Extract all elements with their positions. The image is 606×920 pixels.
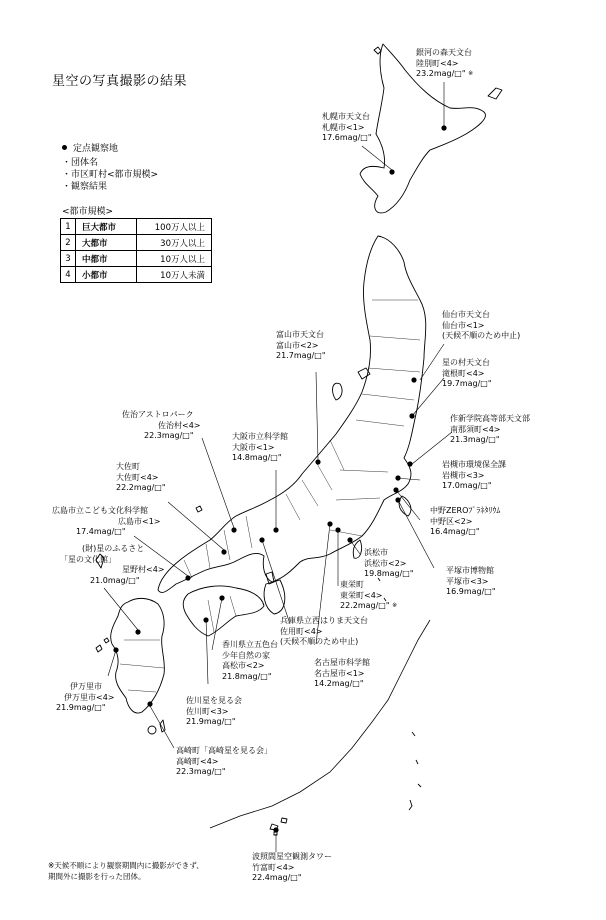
site-label-taketomi [252, 852, 332, 884]
marker-sakawa [203, 617, 208, 622]
site-city: 中野区<2> [430, 516, 473, 526]
site-city: 竹富町<4> [252, 862, 295, 872]
scale-name: 大都市 [76, 235, 137, 251]
site-org: 岩槻市環境保全課 [442, 460, 506, 469]
site-result: 22.4mag/□" [252, 873, 302, 882]
site-org: 佐川星を見る会 [186, 696, 242, 705]
site-label-minaminasu [450, 414, 530, 446]
goto-islands [96, 638, 109, 652]
marker-takazaki [147, 701, 152, 706]
oki-islands [196, 506, 202, 512]
site-label-sapporo [322, 112, 372, 144]
site-city: 滝根町<4> [442, 368, 485, 378]
marker-takine [409, 413, 414, 418]
site-city: 浜松市<2> [364, 558, 407, 568]
site-label-toei [340, 580, 397, 612]
legend-marker-dot-icon [62, 145, 67, 150]
site-label-osa [116, 462, 166, 494]
site-city: 大佐町<4> [116, 472, 159, 482]
site-city: 札幌市<1> [322, 122, 365, 132]
site-org: 浜松市 [364, 548, 388, 557]
site-result: (天候不順のため中止) [442, 331, 521, 340]
tanegashima-island [160, 720, 165, 732]
site-city: 南那須町<4> [450, 424, 501, 434]
marker-osaka [273, 527, 278, 532]
site-label-iwatsuki [442, 460, 506, 492]
site-result: 23.2mag/□" [416, 69, 466, 78]
legend-marker [62, 144, 118, 155]
scale-pop: 10万人未満 [137, 267, 212, 283]
site-label-osaka [232, 432, 288, 464]
site-label-hamamatsu [364, 548, 414, 580]
marker-osa [221, 549, 226, 554]
site-city: 富山市<2> [276, 340, 319, 350]
site-result: 22.2mag/□" [340, 601, 390, 610]
site-result: 14.2mag/□" [314, 679, 364, 688]
site-mark: ※ [392, 602, 398, 609]
site-mark: ※ [468, 70, 474, 77]
site-result: 21.3mag/□" [450, 435, 500, 444]
site-org: 伊万里市 [70, 682, 102, 691]
site-label-hoshino [60, 544, 165, 586]
legend-item-org: ・団体名 [62, 158, 99, 168]
site-city: 佐川町<3> [186, 706, 229, 716]
site-org: 札幌市天文台 [322, 112, 370, 121]
marker-nakano [393, 487, 398, 492]
scale-name: 小都市 [76, 267, 137, 283]
site-org: (財)星のふるさと [82, 544, 145, 553]
marker-sayo [259, 537, 264, 542]
site-label-takamatsu [222, 640, 278, 682]
site-label-toyama [276, 330, 326, 362]
site-result: 16.4mag/□" [430, 527, 480, 536]
site-result: 22.2mag/□" [116, 483, 166, 492]
kunashiri-island [488, 88, 502, 99]
scale-pop: 100万人以上 [137, 219, 212, 235]
site-result: 17.0mag/□" [442, 481, 492, 490]
marker-imari [113, 647, 118, 652]
site-city: 伊万里市<4> [64, 692, 115, 702]
site-result: 21.8mag/□" [222, 671, 272, 681]
site-org: 仙台市天文台 [442, 310, 490, 319]
site-org: 銀河の森天文台 [416, 48, 472, 57]
site-org: 波照間星空観測タワー [252, 852, 332, 861]
marker-rikubetsu [441, 125, 446, 130]
scale-num: 3 [61, 251, 76, 267]
site-city: 仙台市<1> [442, 320, 485, 330]
site-result: 21.9mag/□" [186, 717, 236, 726]
site-city: 平塚市<3> [446, 576, 489, 586]
site-org2: 少年自然の家 [222, 650, 270, 660]
site-label-sakawa [186, 696, 242, 728]
site-city: 名古屋市<1> [314, 668, 365, 678]
yakushima-island [148, 726, 156, 734]
marker-taketomi [273, 827, 278, 832]
site-label-takazaki [176, 746, 272, 778]
site-label-imari [56, 682, 115, 714]
city-scale-title: <都市規模> [62, 207, 114, 217]
legend-item-city: ・市区町村<都市規模> [62, 170, 159, 180]
table-row [61, 219, 212, 235]
site-result: 21.7mag/□" [276, 351, 326, 360]
site-org: 兵庫県立西はりま天文台 [280, 616, 368, 625]
legend-item-result: ・観察結果 [62, 182, 108, 192]
scale-num: 2 [61, 235, 76, 251]
site-result: 19.7mag/□" [442, 379, 492, 388]
noto-peninsula [333, 383, 343, 400]
site-org: 大佐町 [116, 462, 140, 471]
marker-hiroshima [185, 575, 190, 580]
site-org: 名古屋市科学館 [314, 658, 370, 667]
marker-sendai [411, 377, 416, 382]
scale-num: 4 [61, 267, 76, 283]
site-org: 佐治アストロパーク [122, 410, 194, 419]
scale-num: 1 [61, 219, 76, 235]
site-city: 高崎町<4> [176, 756, 219, 766]
site-result: 16.9mag/□" [446, 587, 496, 596]
scale-pop: 30万人以上 [137, 235, 212, 251]
marker-saji [231, 527, 236, 532]
city-scale-table [60, 218, 212, 283]
site-org: 作新学院高等部天文部 [450, 414, 530, 423]
marker-toei [335, 527, 340, 532]
rishiri-island [374, 47, 381, 54]
marker-nagoya [327, 521, 332, 526]
site-label-nagoya [314, 658, 370, 690]
site-city: 広島市<1> [118, 516, 161, 526]
table-row [61, 251, 212, 267]
scale-pop: 10万人以上 [137, 251, 212, 267]
site-org: 高崎町「高崎星を見る会」 [176, 746, 272, 755]
kii-peninsula [264, 580, 285, 614]
site-result: 22.3mag/□" [144, 431, 194, 440]
site-city: 星野村<4> [122, 565, 165, 574]
site-result: 14.8mag/□" [232, 453, 282, 462]
site-org: 中野ZEROﾌﾟﾗﾈﾀﾘｳﾑ [430, 506, 501, 515]
marker-hoshino [135, 629, 140, 634]
marker-takamatsu [219, 595, 224, 600]
table-row [61, 235, 212, 251]
site-city: 佐用町<4> [280, 626, 323, 636]
site-city: 大阪市<1> [232, 442, 275, 452]
site-result: 17.6mag/□" [322, 133, 372, 142]
site-org: 富山市天文台 [276, 330, 324, 339]
site-result: 21.0mag/□" [90, 575, 140, 585]
site-org: 東栄町 [340, 580, 364, 589]
kyushu-outline [111, 598, 165, 713]
marker-minaminasu [407, 461, 412, 466]
site-org: 広島市立こども文化科学館 [52, 506, 148, 515]
amami-islands [412, 732, 421, 787]
site-city: 東栄町<4> [340, 590, 383, 600]
site-city: 高松市<2> [222, 661, 265, 670]
awaji-island [266, 572, 274, 584]
shikoku-outline [183, 586, 264, 636]
footnote-line-1: ※天候不順により観察期間内に撮影ができず、 [48, 861, 204, 870]
site-label-takine [442, 358, 492, 390]
site-label-sayo [280, 616, 368, 648]
site-result: 17.4mag/□" [76, 527, 126, 536]
site-city: 佐治村<4> [158, 420, 201, 430]
scale-name: 巨大都市 [76, 219, 137, 235]
site-label-hiroshima [52, 506, 161, 538]
scale-name: 中都市 [76, 251, 137, 267]
site-org2: 「星の文化館」 [60, 554, 116, 564]
site-city: 陸別町<4> [416, 58, 459, 68]
site-label-nakano [430, 506, 500, 538]
marker-iwatsuki [395, 475, 400, 480]
site-label-sendai [442, 310, 520, 342]
site-result: 19.8mag/□" [364, 569, 414, 578]
site-org: 平塚市博物館 [446, 566, 494, 575]
marker-toyama [315, 459, 320, 464]
marker-sapporo [389, 169, 394, 174]
footnote [48, 860, 204, 882]
legend-marker-label: 定点観察地 [73, 144, 119, 154]
footnote-line-2: 期間外に撮影を行った団体。 [48, 872, 146, 881]
site-result: 22.3mag/□" [176, 767, 226, 776]
site-label-hiratsuka [446, 566, 496, 598]
izu-peninsula [353, 540, 361, 558]
site-city: 岩槻市<3> [442, 470, 485, 480]
iriomote-island [281, 818, 287, 823]
marker-hamamatsu [347, 537, 352, 542]
site-org: 香川県立五色台 [222, 640, 278, 649]
marker-hiratsuka [395, 497, 400, 502]
table-row [61, 267, 212, 283]
site-label-rikubetsu [416, 48, 473, 80]
site-org: 大阪市立科学館 [232, 432, 288, 441]
site-result: (天候不順のため中止) [280, 637, 359, 646]
page-title: 星空の写真撮影の結果 [52, 74, 188, 89]
site-org: 星の村天文台 [442, 358, 490, 367]
okinawa-island [409, 800, 412, 810]
site-label-saji [122, 410, 201, 442]
site-result: 21.9mag/□" [56, 703, 106, 712]
